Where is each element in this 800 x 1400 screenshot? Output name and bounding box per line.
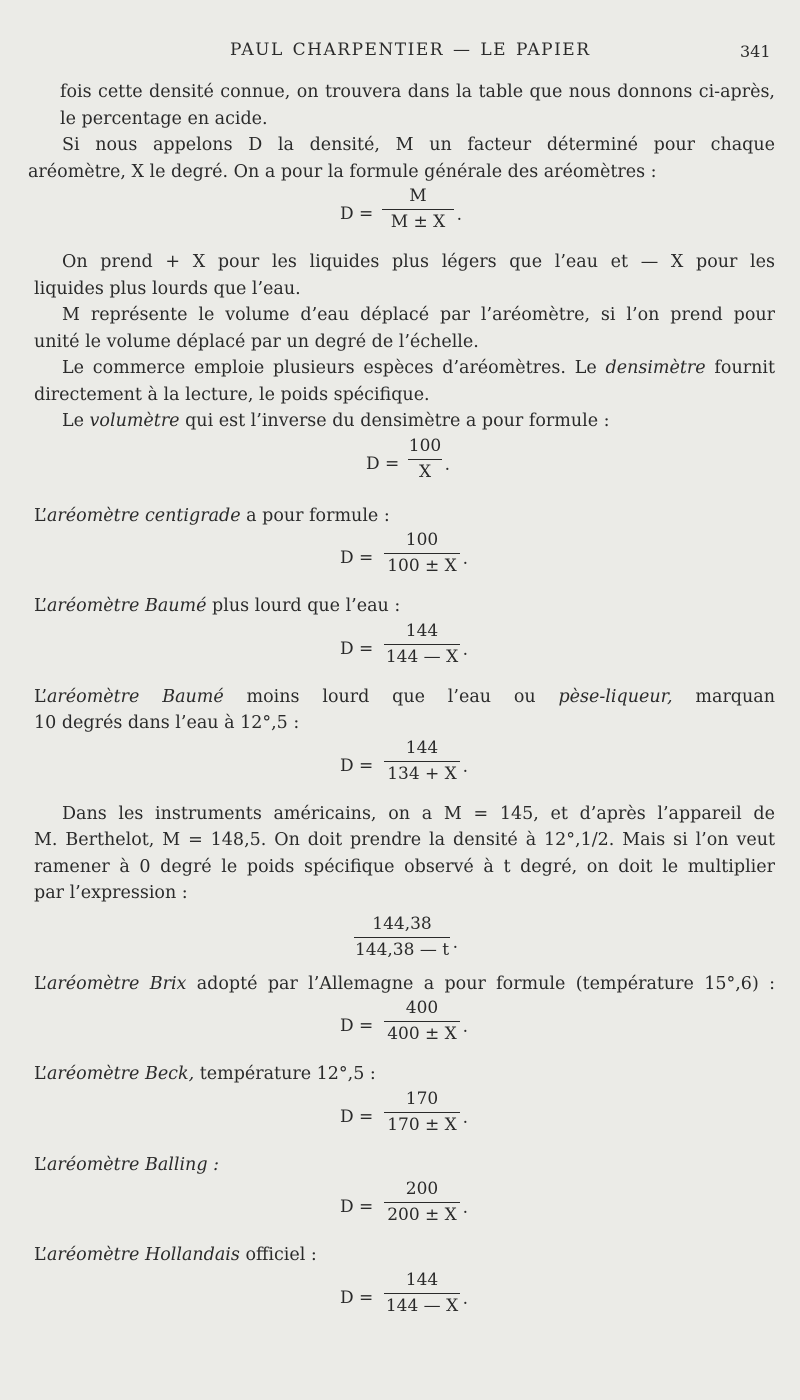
formula-numerator: 100 [408,435,442,456]
formula-brix [62,997,775,1061]
formula-fraction [384,1269,468,1317]
paragraph-definitions: Si nous appelons D la densité, M un facteur déterminé pour chaque [62,135,775,155]
formula-baume-light [62,737,775,801]
formula-numerator: 400 [405,998,439,1018]
formula-denominator: M ± X [382,209,454,233]
formula-fraction [384,529,468,577]
paragraph-hollandais: L’aréomètre Hollandais officiel : [34,1245,317,1265]
formula-fraction [354,913,458,961]
paragraph-sign-rule-end: liquides plus lourds que l’eau. [34,278,301,299]
formula-period: . [462,1107,468,1128]
formula-denominator: 144 — X [384,644,460,668]
formula-numerator: 144 [405,1269,439,1290]
term-areometre-baume: aréomètre Baumé [47,686,224,707]
term-areometre-beck: aréomètre Beck, [47,1064,195,1084]
formula-lhs: D = [340,1106,374,1127]
formula-denominator: 170 ± X [384,1112,460,1136]
formula-lhs: D = [340,1016,374,1036]
paragraph-beck: L’aréomètre Beck, température 12°,5 : [34,1064,376,1084]
paragraph-instruments-end: par l’expression : [34,883,188,903]
formula-centigrade [62,529,775,593]
formula-general [62,185,775,249]
paragraph-densimetre-end: directement à la lecture, le poids spécifique. [34,384,430,405]
formula-lhs: D = [366,453,400,474]
term-areometre-centigrade: aréomètre centigrade [47,505,241,526]
term-areometre-hollandais: aréomètre Hollandais [47,1245,240,1265]
paragraph-continuation-end: le percentage en acide. [60,108,268,129]
formula-numerator: M [409,186,427,206]
formula-hollandais [62,1269,775,1333]
paragraph-baume-light: L’aréomètre Baumé moins lourd que l’eau ou pèse-liqueur, marquan [34,686,775,707]
formula-numerator: 100 [405,530,439,550]
term-areometre-baume: aréomètre Baumé [47,596,207,616]
term-areometre-balling: aréomètre Balling : [47,1154,219,1175]
formula-denominator: 100 ± X [384,553,460,577]
page-number: 341 [740,42,771,61]
paragraph-brix: L’aréomètre Brix adopté par l’Allemagne a pour formule (température 15°,6) : [34,973,775,994]
paragraph-definitions-end: aréomètre, X le degré. On a pour la formule générale des aréomètres : [28,161,657,182]
formula-numerator: 144 [405,737,439,758]
formula-period: . [456,205,462,225]
formula-denominator: 144,38 — t [354,937,450,961]
formula-period: . [462,756,468,777]
formula-denominator: X [408,459,442,483]
formula-denominator: 144 — X [384,1293,460,1317]
paragraph-baume-light-end: 10 degrés dans l’eau à 12°,5 : [34,713,300,733]
formula-period: . [462,549,468,569]
formula-period: . [444,454,450,475]
formula-denominator: 400 ± X [384,1021,460,1045]
paragraph-m-definition: M représente le volume d’eau déplacé par l’aréomètre, si l’on prend pour [62,305,775,325]
formula-fraction [384,737,468,785]
formula-lhs: D = [340,1287,374,1308]
paragraph-volumetre: Le volumètre qui est l’inverse du densimètre a pour formule : [62,411,610,431]
formula-fraction [384,1178,468,1226]
formula-lhs: D = [340,204,374,224]
formula-numerator: 144,38 [372,913,432,934]
formula-fraction [384,1088,468,1136]
paragraph-balling: L’aréomètre Balling : [34,1154,219,1175]
term-densimetre: densimètre [605,358,706,378]
formula-numerator: 170 [405,1088,439,1109]
formula-lhs: D = [340,548,374,568]
paragraph-instruments-l3: ramener à 0 degré le poids spécifique observé à t degré, on doit le multiplier [34,856,775,877]
formula-period: . [462,1017,468,1037]
paragraph-m-definition-end: unité le volume déplacé par un degré de l’échelle. [34,331,479,352]
formula-balling [62,1178,775,1242]
formula-beck [62,1088,775,1152]
formula-period: . [462,1288,468,1309]
term-volumetre: volumètre [89,411,180,431]
paragraph-densimetre: Le commerce emploie plusieurs espèces d’aréomètres. Le densimètre fournit [62,358,775,378]
formula-denominator: 134 + X [384,761,460,785]
formula-volumetre [62,435,775,503]
formula-numerator: 200 [405,1179,439,1199]
formula-lhs: D = [340,638,374,659]
paragraph-instruments: Dans les instruments américains, on a M = 145, et d’après l’appareil de [62,803,775,824]
formula-denominator: 200 ± X [384,1202,460,1226]
page-body [28,79,775,1333]
paragraph-baume-heavy: L’aréomètre Baumé plus lourd que l’eau : [34,596,401,616]
paragraph-centigrade: L’aréomètre centigrade a pour formule : [34,505,390,526]
paragraph-sign-rule: On prend + X pour les liquides plus légers que l’eau et — X pour les [62,252,775,272]
formula-lhs: D = [340,1197,374,1217]
page-header [0,40,800,70]
formula-period: . [462,1198,468,1218]
term-areometre-brix: aréomètre Brix [47,973,187,994]
formula-fraction [408,435,450,483]
formula-lhs: D = [340,755,374,776]
term-pese-liqueur: pèse-liqueur, [558,686,673,707]
formula-period: . [462,639,468,660]
formula-baume-heavy [62,620,775,684]
formula-period: . [452,932,458,953]
formula-fraction [384,620,468,668]
formula-fraction [382,185,462,233]
running-title: PAUL CHARPENTIER — LE PAPIER [230,40,591,60]
formula-fraction [384,997,468,1045]
paragraph-instruments-l2: M. Berthelot, M = 148,5. On doit prendre la densité à 12°,1/2. Mais si l’on veut [34,830,775,850]
paragraph-continuation: fois cette densité connue, on trouvera dans la table que nous donnons ci-après, [60,82,775,102]
formula-numerator: 144 [405,620,439,641]
formula-temperature-correction [62,907,775,971]
